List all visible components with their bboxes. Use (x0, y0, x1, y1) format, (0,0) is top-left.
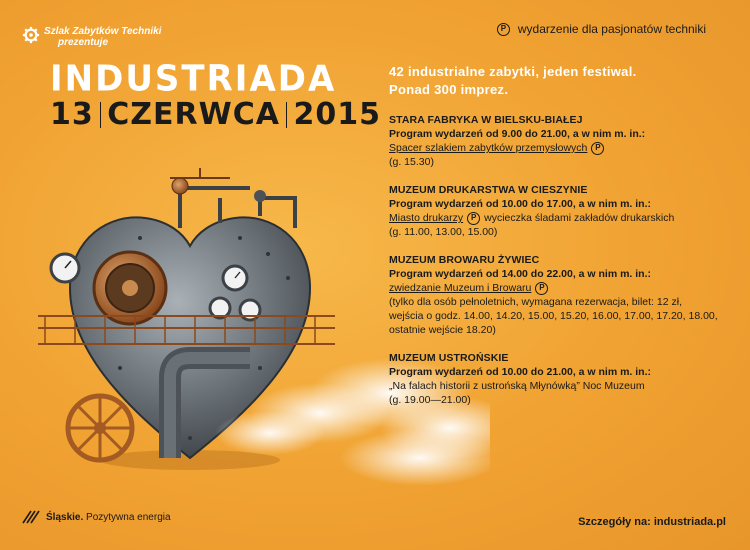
venue-event (389, 211, 719, 225)
venue-event (389, 281, 719, 295)
event-title: „Na falach historii z ustrońską Młynówką” Noc Muzeum (389, 380, 645, 392)
venue-notes: (tylko dla osób pełnoletnich, wymagana rezerwacja, bilet: 12 zł, wejścia o godz. 14.00, 14.20, 15.00, 15.20, 16.00, 17.00, 17.20, 18.00, ostatnie wejście 18.20) (389, 296, 718, 336)
venue-name: MUZEUM USTROŃSKIE (389, 352, 509, 364)
venue-notes: (g. 11.00, 13.00, 15.00) (389, 226, 498, 238)
footer-details (578, 516, 726, 528)
event-title: Spacer szlakiem zabytków przemysłowych (389, 142, 588, 154)
venue-block (389, 351, 719, 407)
venue-name: MUZEUM DRUKARSTWA W CIESZYNIE (389, 184, 588, 196)
tagline-line1: 42 industrialne zabytki, jeden festiwal. (389, 64, 637, 79)
p-circle-icon: P (467, 212, 480, 225)
footer-brand: Śląskie. (46, 511, 84, 523)
p-circle-icon: P (591, 142, 604, 155)
footer-details-label: Szczegóły na: (578, 516, 651, 528)
title-separator (100, 102, 102, 128)
silesia-logo (22, 510, 171, 524)
venue-block (389, 183, 719, 239)
title-date (50, 97, 381, 132)
title-name: INDUSTRIADA (50, 58, 337, 100)
event-title: Miasto drukarzy (389, 212, 464, 224)
brand-text (44, 26, 161, 48)
title-separator (286, 102, 288, 128)
brand-name: Szlak Zabytków Techniki (44, 26, 162, 37)
program-column (389, 63, 719, 421)
title-month: CZERWCA (107, 97, 280, 132)
title-day: 13 (50, 97, 94, 132)
brand-header (22, 26, 161, 48)
venue-notes: (g. 15.30) (389, 156, 434, 168)
gear-icon (22, 26, 40, 44)
venue-program: Program wydarzeń od 10.00 do 17.00, a w nim m. in.: (389, 198, 651, 210)
footer-slogan: Pozytywna energia (86, 511, 171, 523)
event-title: zwiedzanie Muzeum i Browaru (389, 282, 532, 294)
venue-name: MUZEUM BROWARU ŻYWIEC (389, 254, 540, 266)
venue-program: Program wydarzeń od 9.00 do 21.00, a w nim m. in.: (389, 128, 646, 140)
legend (497, 22, 706, 36)
venue-event (389, 379, 719, 393)
tagline (389, 63, 719, 99)
venue-program: Program wydarzeń od 10.00 do 21.00, a w nim m. in.: (389, 366, 651, 378)
event-suffix: wycieczka śladami zakładów drukarskich (484, 212, 675, 224)
tagline-line2: Ponad 300 imprez. (389, 82, 509, 97)
p-circle-icon: P (497, 23, 510, 36)
venue-block (389, 253, 719, 337)
title-year: 2015 (293, 97, 381, 132)
venue-program: Program wydarzeń od 14.00 do 22.00, a w nim m. in.: (389, 268, 651, 280)
silesia-logo-icon (22, 510, 40, 524)
venue-name: STARA FABRYKA W BIELSKU-BIAŁEJ (389, 114, 583, 126)
p-circle-icon: P (535, 282, 548, 295)
venue-event (389, 141, 719, 155)
footer-url-link[interactable]: industriada.pl (653, 516, 726, 528)
venue-notes: (g. 19.00—21.00) (389, 394, 471, 406)
legend-text: wydarzenie dla pasjonatów techniki (517, 22, 706, 36)
venue-block (389, 113, 719, 169)
brand-subtitle: prezentuje (58, 37, 109, 48)
festival-title (50, 58, 381, 132)
